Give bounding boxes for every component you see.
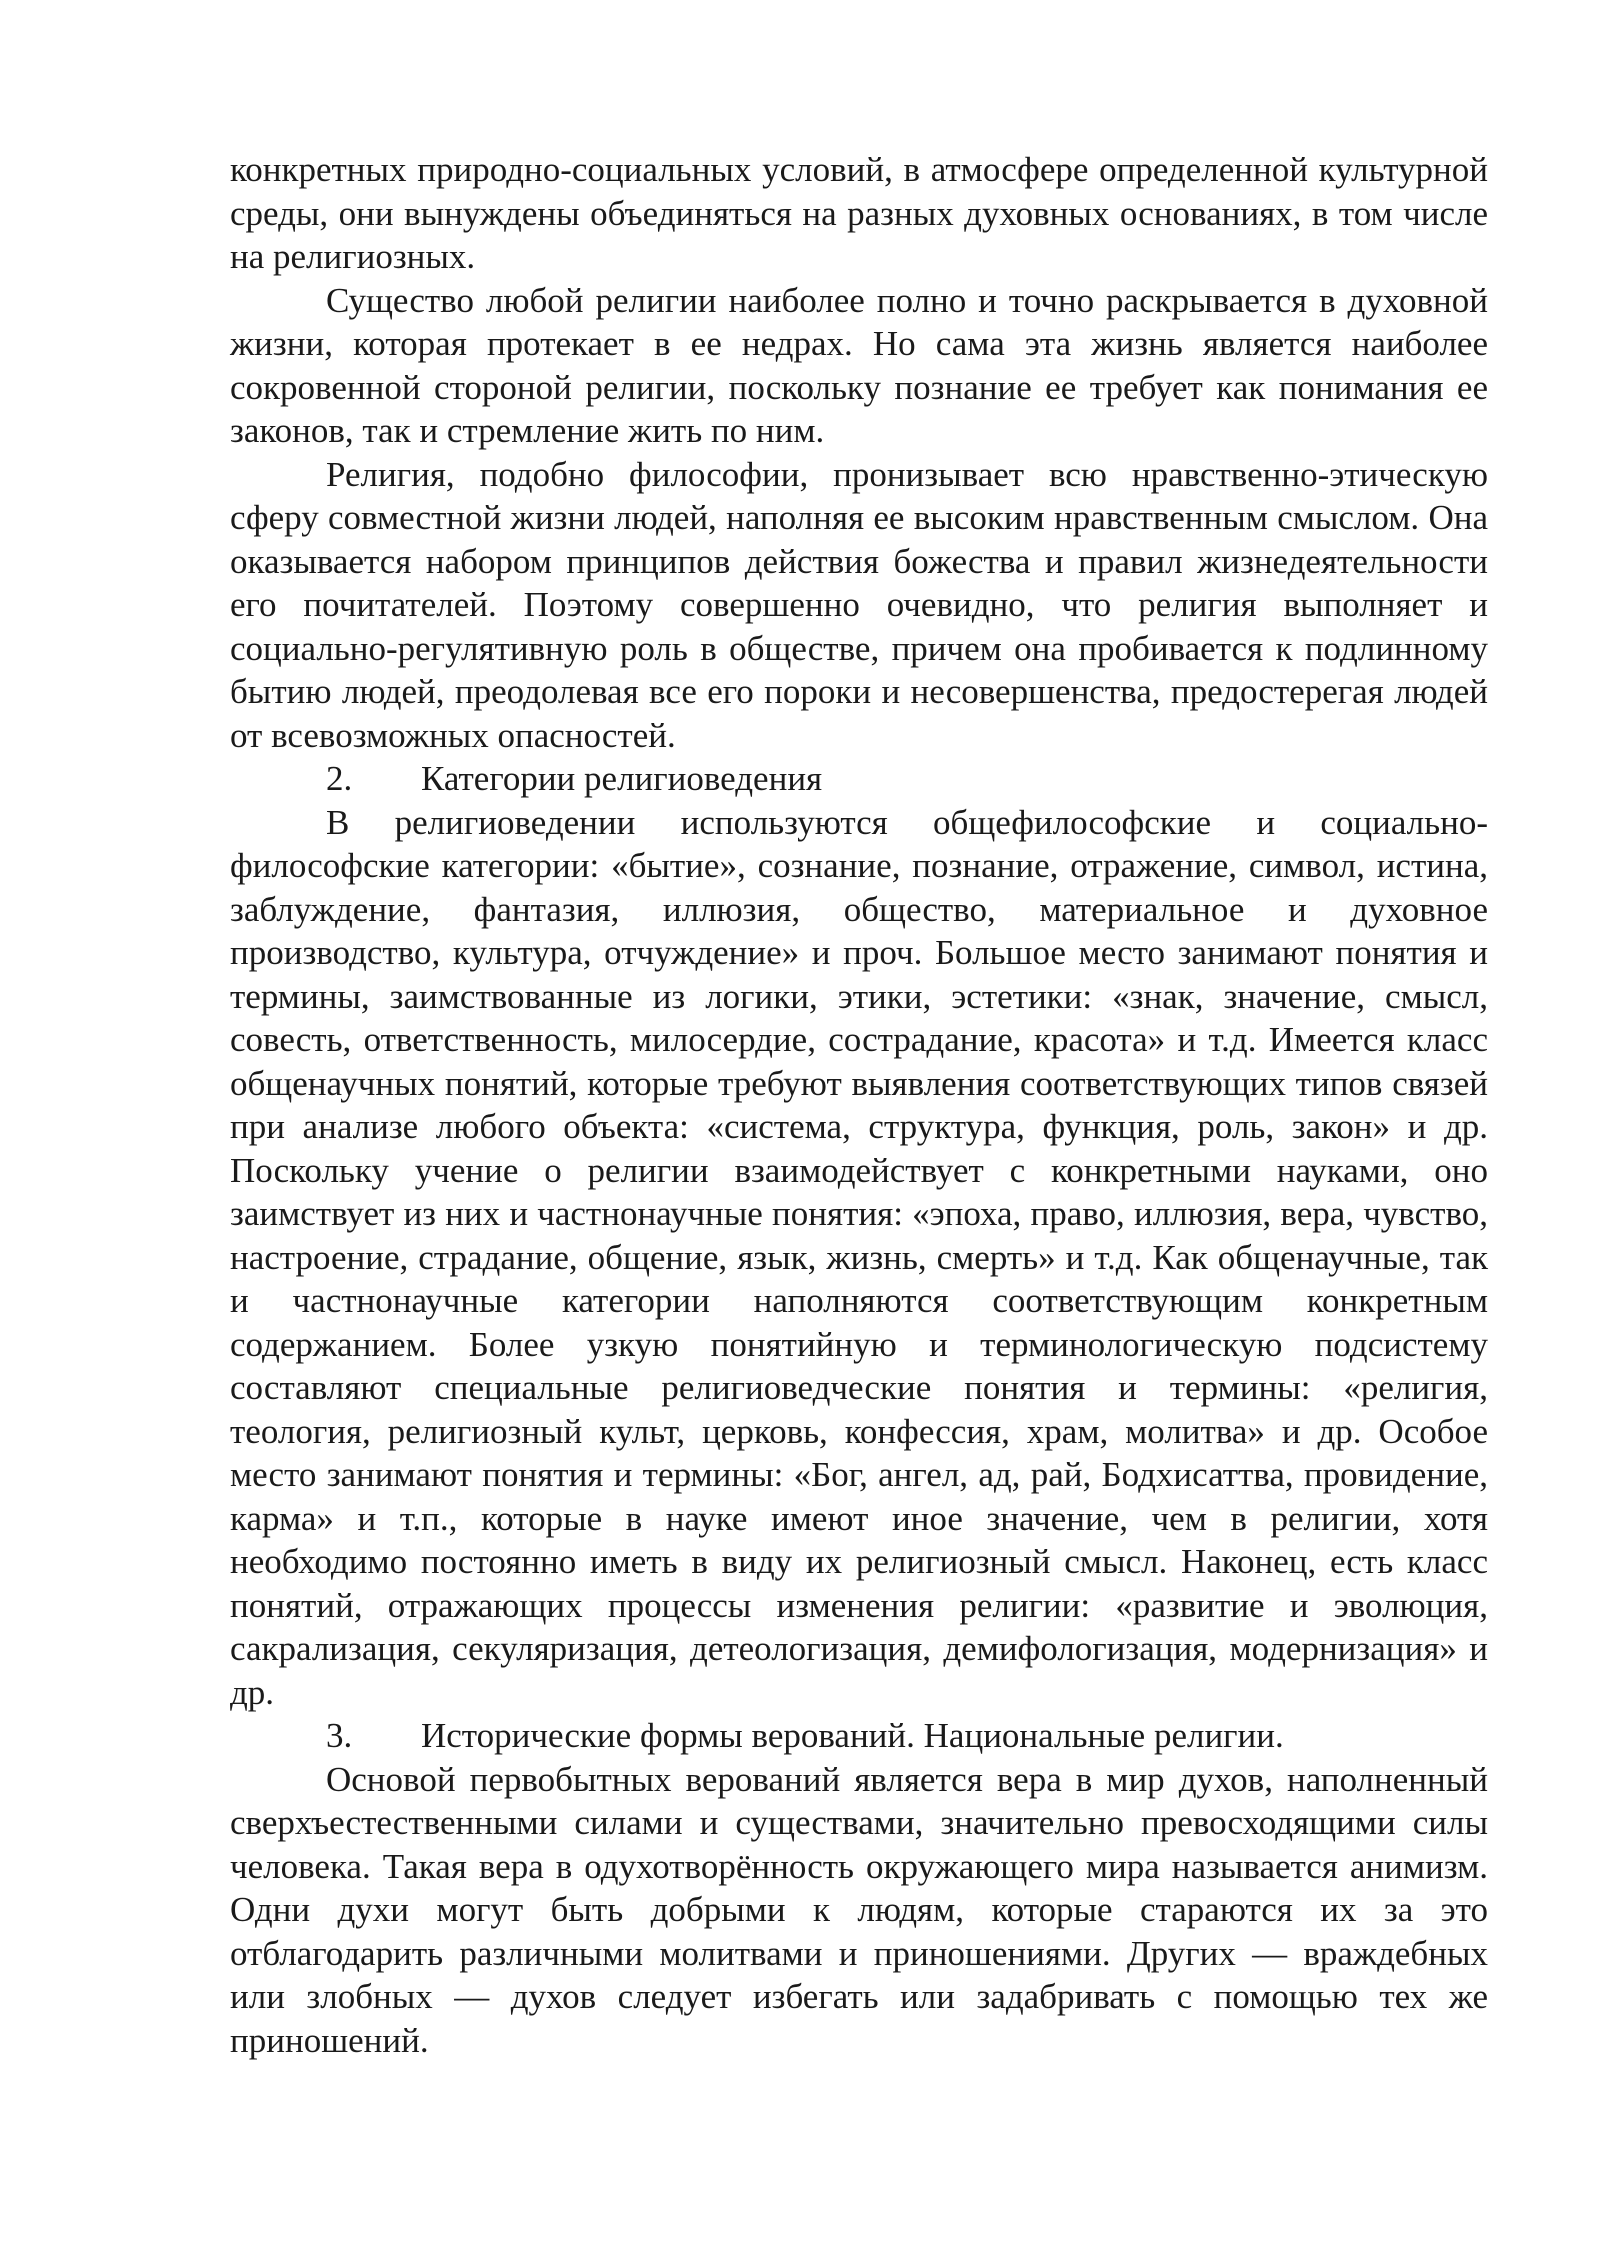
section-number: 3. [326, 1716, 353, 1755]
paragraph-categories: В религиоведении используются общефилософские и социально-философские категории: «бытие», сознание, познание, отражение, символ, истина, заблуждение, фантазия, иллюзия, общество, материальное и духовное производство, культура, отчуждение» и проч. Большое место занимают понятия и термины, заимствованные из логики, этики, эстетики: «знак, значение, смысл, совесть, ответственность, милосердие, сострадание, красота» и т.д. Имеется класс общенаучных понятий, которые требуют выявления соответствующих типов связей при анализе любого объекта: «система, структура, функция, роль, закон» и др. Поскольку учение о религии взаимодействует с конкретными науками, оно заимствует из них и частнонаучные понятия: «эпоха, право, иллюзия, вера, чувство, настроение, страдание, общение, язык, жизнь, смерть» и т.д. Как общенаучные, так и частнонаучные категории наполняются соответствующим конкретным содержанием. Более узкую понятийную и терминологическую подсистему составляют специальные религиоведческие понятия и термины: «религия, теология, религиозный культ, церковь, конфессия, храм, молитва» и др. Особое место занимают понятия и термины: «Бог, ангел, ад, рай, Бодхисаттва, провидение, карма» и т.п., которые в науке имеют иное значение, чем в религии, хотя необходимо постоянно иметь в виду их религиозный смысл. Наконец, есть класс понятий, отражающих процессы изменения религии: «развитие и эволюция, сакрализация, секуляризация, детеологизация, демифологизация, модернизация» и др. [230, 802, 1488, 1712]
paragraph-essence-of-religion: Существо любой религии наиболее полно и точно раскрывается в духовной жизни, которая протекает в ее недрах. Но сама эта жизнь является наиболее сокровенной стороной религии, поскольку познание ее требует как понимания ее законов, так и стремление жить по ним. [230, 280, 1488, 450]
paragraph-continuation: конкретных природно-социальных условий, в атмосфере определенной культурной среды, они вынуждены объединяться на разных духовных основаниях, в том числе на религиозных. [230, 150, 1488, 276]
section-number: 2. [326, 759, 353, 798]
section-heading-2 [230, 757, 1488, 801]
document-body [230, 148, 1488, 2062]
section-title: Категории религиоведения [421, 759, 823, 798]
section-title: Исторические формы верований. Национальные религии. [421, 1716, 1284, 1755]
paragraph-religion-and-ethics: Религия, подобно философии, пронизывает всю нравственно-этическую сферу совместной жизни людей, наполняя ее высоким нравственным смыслом. Она оказывается набором принципов действия божества и правил жизнедеятельности его почитателей. Поэтому совершенно очевидно, что религия выполняет и социально-регулятивную роль в обществе, причем она пробивается к подлинному бытию людей, преодолевая все его пороки и несовершенства, предостерегая людей от всевозможных опасностей. [230, 454, 1488, 755]
paragraph-primitive-beliefs: Основой первобытных верований является вера в мир духов, наполненный сверхъестественными силами и существами, значительно превосходящими силы человека. Такая вера в одухотворённость окружающего мира называется анимизм. Одни духи могут быть добрыми к людям, которые стараются их за это отблагодарить различными молитвами и приношениями. Других — враждебных или злобных — духов следует избегать или задабривать с помощью тех же приношений. [230, 1759, 1488, 2060]
section-heading-3 [230, 1714, 1488, 1758]
